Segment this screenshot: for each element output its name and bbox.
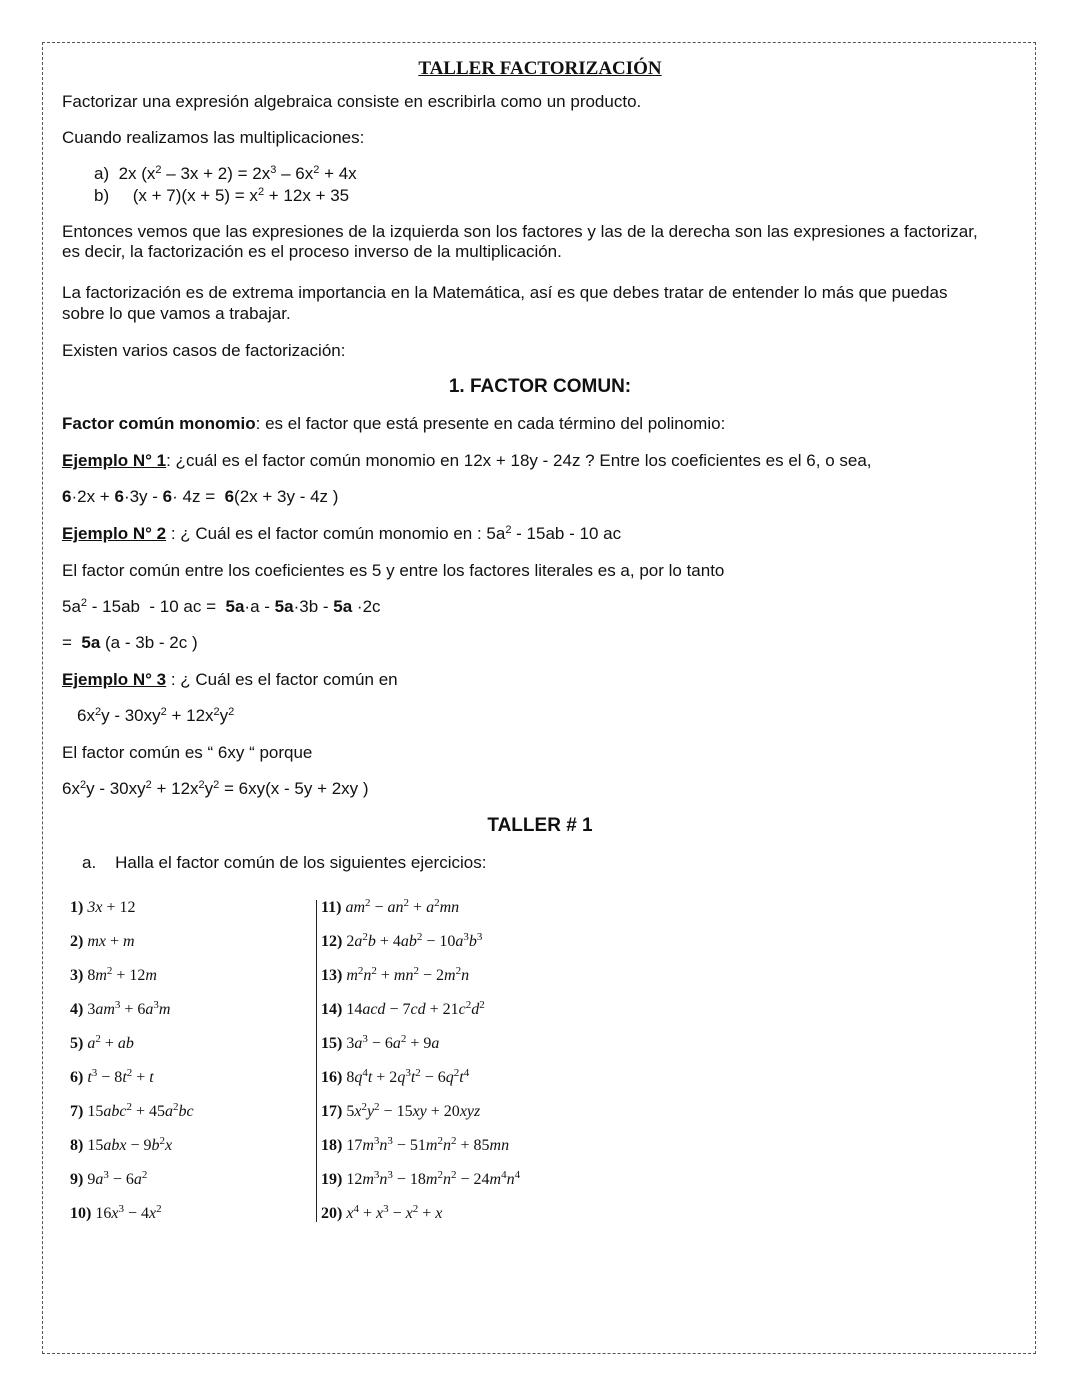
exercise-7: 7) $15abc^2 + 45a^2bc$	[70, 1101, 194, 1120]
intro-paragraph-1: Factorizar una expresión algebraica consiste en escribirla como un producto.	[62, 92, 642, 111]
example-3-reason: El factor común es “ 6xy “ porque	[62, 743, 313, 762]
example-2-label: Ejemplo N° 2	[62, 524, 167, 543]
example-2-solution-step-1: $5a^2 - 15ab - 10$ ac = 5a·a - 5a·3b - 5a ·2c	[62, 597, 381, 616]
exercise-column-divider	[316, 900, 317, 1222]
exercise-20: 20) $x^4 + x^3 - x^2 + x$	[321, 1203, 443, 1222]
intro-paragraph-5: Existen varios casos de factorización:	[62, 341, 346, 360]
page-title: TALLER FACTORIZACIÓN	[418, 58, 662, 79]
exercise-18: 18) $17m^3n^3 - 51m^2n^2 + 85mn$	[321, 1135, 510, 1154]
taller-heading: TALLER # 1	[487, 815, 593, 836]
example-2-explanation: El factor común entre los coeficientes es 5 y entre los factores literales es a, por lo tanto	[62, 561, 725, 580]
exercise-16: 16) $8q^4t + 2q^3t^2 - 6q^2t^4$	[321, 1067, 470, 1086]
definition-line	[62, 414, 725, 434]
exercise-17: 17) $5x^2y^2 - 15xy + 20xyz$	[321, 1101, 481, 1120]
example-2-solution-step-2: = 5a (a - 3b - 2c )	[62, 633, 198, 652]
exercise-19: 19) $12m^3n^3 - 18m^2n^2 - 24m^4n^4$	[321, 1169, 521, 1188]
exercise-12: 12) $2a^2b + 4ab^2 - 10a^3b^3$	[321, 931, 483, 950]
exercise-3: 3) $8m^2 + 12m$	[70, 965, 157, 984]
example-3-expression: $6x^2y - 30xy^2 + 12x^2y^2$	[77, 706, 235, 725]
example-3-solution: $6x^2y - 30xy^2 + 12x^2y^2 = 6xy(x - 5y + 2xy$ )	[62, 779, 369, 798]
intro-paragraph-2: Cuando realizamos las multiplicaciones:	[62, 128, 365, 147]
exercise-10: 10) $16x^3 - 4x^2$	[70, 1203, 162, 1222]
exercise-11: 11) $am^2 - an^2 + a^2mn$	[321, 897, 460, 916]
intro-paragraph-3-line-2: es decir, la factorización es el proceso inverso de la multiplicación.	[62, 242, 562, 261]
taller-instruction	[82, 853, 486, 873]
exercise-9: 9) $9a^3 - 6a^2$	[70, 1169, 148, 1188]
example-b-expression: $(x + 7)(x + 5) = x^2 + 12x + 35$	[113, 186, 350, 205]
exercise-8: 8) $15abx - 9b^2x$	[70, 1135, 173, 1154]
definition-text: : es el factor que está presente en cada término del polinomio:	[255, 414, 726, 433]
exercise-2: 2) mx + m	[70, 933, 135, 950]
intro-paragraph-3-line-1: Entonces vemos que las expresiones de la izquierda son los factores y las de la derecha son las expresiones a factorizar,	[62, 222, 978, 241]
example-2-text-end: - 15ab - 10 ac	[511, 524, 622, 543]
example-a	[94, 164, 357, 184]
exercise-6: 6) $t^3 - 8t^2 + t$	[70, 1067, 154, 1086]
example-b-label: b)	[94, 186, 110, 205]
exercise-4: 4) $3am^3 + 6a^3m$	[70, 999, 171, 1018]
exercise-15: 15) $3a^3 - 6a^2 + 9a$	[321, 1033, 440, 1052]
example-a-expression: 2x $(x^2 - 3x + 2) = 2x^3 - 6x^2 + 4x$	[113, 164, 357, 183]
exercise-5: 5) $a^2$ + ab	[70, 1033, 134, 1052]
example-2-text: : ¿ Cuál es el factor común monomio en : 5a	[166, 524, 506, 543]
example-1-solution: 6·2x + 6·3y - 6· 4z = 6(2x + 3y - 4z )	[62, 487, 339, 506]
exercise-1: 1) 3x + 12	[70, 899, 136, 916]
example-b	[94, 186, 349, 206]
taller-instruction-label: a.	[82, 853, 97, 872]
section-heading-factor-comun: 1. FACTOR COMUN:	[448, 376, 632, 397]
example-1-text: : ¿cuál es el factor común monomio en 12x + 18y - 24z ? Entre los coeficientes es el 6, o sea,	[166, 451, 872, 470]
example-3-text: : ¿ Cuál es el factor común en	[166, 670, 398, 689]
example-1-line	[62, 451, 872, 471]
example-1-label: Ejemplo N° 1	[62, 451, 167, 470]
example-3-line	[62, 670, 398, 690]
example-3-label: Ejemplo N° 3	[62, 670, 167, 689]
intro-paragraph-4-line-1: La factorización es de extrema importancia en la Matemática, así es que debes tratar de entender lo más que puedas	[62, 283, 948, 302]
taller-instruction-text: Halla el factor común de los siguientes ejercicios:	[115, 853, 487, 872]
example-2-line: Ejemplo N° 2 : ¿ Cuál es el factor común monomio en : $5a^2 - 15ab - 10$ ac	[62, 524, 622, 543]
intro-paragraph-4-line-2: sobre lo que vamos a trabajar.	[62, 304, 291, 323]
example-a-label: a)	[94, 164, 110, 183]
exercise-14: 14) $14acd - 7cd + 21c^2d^2$	[321, 999, 485, 1018]
exercise-13: 13) $m^2n^2 + mn^2 - 2m^2n$	[321, 965, 470, 984]
definition-term: Factor común monomio	[62, 414, 256, 433]
